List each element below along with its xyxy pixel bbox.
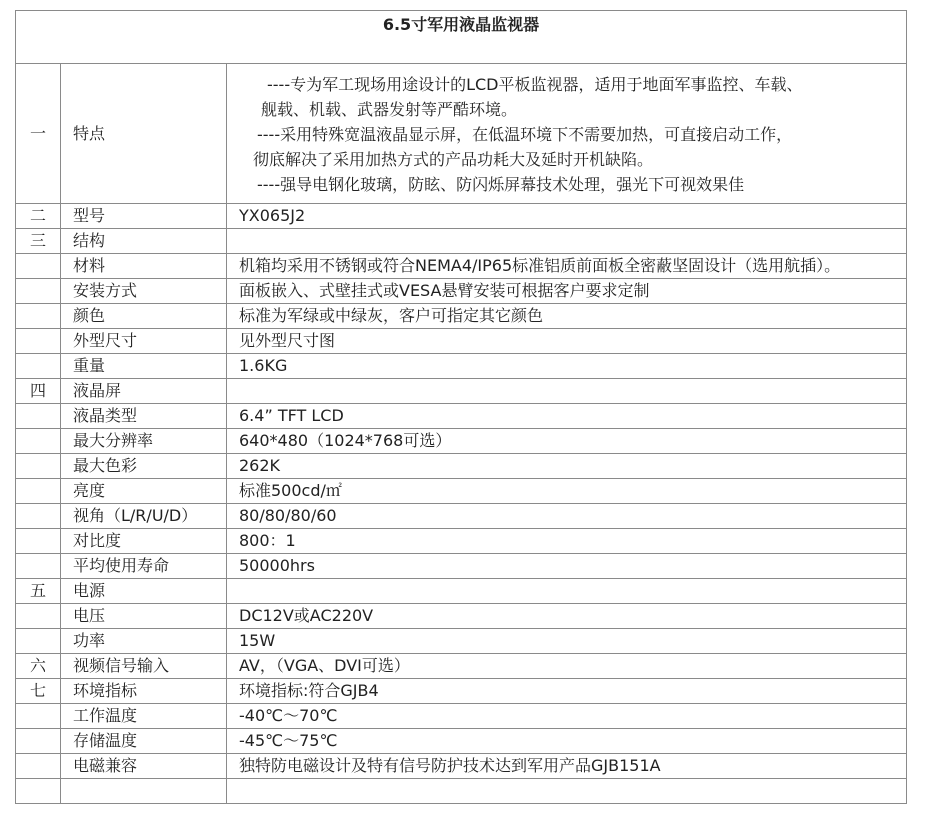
row-value: 1.6KG [227, 354, 907, 379]
table-row [16, 404, 907, 429]
table-row [16, 529, 907, 554]
table-row [16, 479, 907, 504]
feature-line: 舰载、机载、武器发射等严酷环境。 [261, 100, 518, 119]
row-value: 独特防电磁设计及特有信号防护技术达到军用产品GJB151A [227, 754, 907, 779]
row-label: 材料 [61, 254, 227, 279]
row-value [227, 779, 907, 804]
row-number [16, 504, 61, 529]
row-number: 二 [16, 204, 61, 229]
feature-line: ----专为军工现场用途设计的LCD平板监视器，适用于地面军事监控、车载、 [267, 75, 803, 94]
table-row [16, 354, 907, 379]
row-number: 七 [16, 679, 61, 704]
row-label: 颜色 [61, 304, 227, 329]
row-value: 6.4” TFT LCD [227, 404, 907, 429]
features-text [227, 64, 907, 204]
row-label: 电源 [61, 579, 227, 604]
row-label: 最大色彩 [61, 454, 227, 479]
table-row [16, 279, 907, 304]
table-row [16, 204, 907, 229]
row-label: 特点 [61, 64, 227, 204]
table-row [16, 729, 907, 754]
row-value [227, 229, 907, 254]
row-number: 一 [16, 64, 61, 204]
row-value: 262K [227, 454, 907, 479]
table-row [16, 229, 907, 254]
row-number [16, 704, 61, 729]
table-row [16, 579, 907, 604]
row-value: AV，（VGA、DVI可选） [227, 654, 907, 679]
row-label: 重量 [61, 354, 227, 379]
row-number: 五 [16, 579, 61, 604]
row-number: 六 [16, 654, 61, 679]
table-row [16, 779, 907, 804]
row-number [16, 629, 61, 654]
row-number [16, 279, 61, 304]
row-number [16, 479, 61, 504]
feature-line: ----强导电钢化玻璃，防眩、防闪烁屏幕技术处理，强光下可视效果佳 [257, 175, 745, 194]
table-row [16, 254, 907, 279]
feature-line: ----采用特殊宽温液晶显示屏，在低温环境下不需要加热，可直接启动工作， [257, 125, 793, 144]
features-row [16, 64, 907, 204]
row-value: 640*480（1024*768可选） [227, 429, 907, 454]
row-number [16, 454, 61, 479]
row-value: 800：1 [227, 529, 907, 554]
row-label: 视角（L/R/U/D） [61, 504, 227, 529]
table-row [16, 679, 907, 704]
row-value: 80/80/80/60 [227, 504, 907, 529]
table-row [16, 379, 907, 404]
row-label: 环境指标 [61, 679, 227, 704]
spec-sheet [15, 10, 906, 804]
row-label: 液晶类型 [61, 404, 227, 429]
row-label: 型号 [61, 204, 227, 229]
row-value: 机箱均采用不锈钢或符合NEMA4/IP65标准铝质前面板全密蔽坚固设计（选用航插）。 [227, 254, 907, 279]
row-label: 工作温度 [61, 704, 227, 729]
row-value: 标准为军绿或中绿灰，客户可指定其它颜色 [227, 304, 907, 329]
row-value: 环境指标:符合GJB4 [227, 679, 907, 704]
row-label: 结构 [61, 229, 227, 254]
spec-table [15, 10, 907, 804]
row-value: 50000hrs [227, 554, 907, 579]
row-label: 电磁兼容 [61, 754, 227, 779]
row-value: YX065J2 [227, 204, 907, 229]
row-label: 视频信号输入 [61, 654, 227, 679]
title-row [16, 11, 907, 64]
row-value: DC12V或AC220V [227, 604, 907, 629]
row-label: 功率 [61, 629, 227, 654]
row-value: 见外型尺寸图 [227, 329, 907, 354]
row-number [16, 554, 61, 579]
row-number [16, 729, 61, 754]
table-row [16, 654, 907, 679]
table-row [16, 704, 907, 729]
row-number [16, 329, 61, 354]
row-number [16, 254, 61, 279]
row-label: 亮度 [61, 479, 227, 504]
table-row [16, 554, 907, 579]
row-number [16, 754, 61, 779]
row-value: 面板嵌入、式壁挂式或VESA悬臂安装可根据客户要求定制 [227, 279, 907, 304]
row-label: 存储温度 [61, 729, 227, 754]
row-value [227, 579, 907, 604]
row-number: 四 [16, 379, 61, 404]
row-label: 电压 [61, 604, 227, 629]
row-label: 平均使用寿命 [61, 554, 227, 579]
row-number [16, 779, 61, 804]
table-row [16, 304, 907, 329]
feature-line: 彻底解决了采用加热方式的产品功耗大及延时开机缺陷。 [253, 150, 654, 169]
row-value: 标准500cd/㎡ [227, 479, 907, 504]
row-label [61, 779, 227, 804]
table-row [16, 329, 907, 354]
row-label: 安装方式 [61, 279, 227, 304]
table-row [16, 604, 907, 629]
row-label: 最大分辨率 [61, 429, 227, 454]
table-row [16, 504, 907, 529]
table-row [16, 454, 907, 479]
row-number: 三 [16, 229, 61, 254]
row-value [227, 379, 907, 404]
row-label: 外型尺寸 [61, 329, 227, 354]
row-number [16, 429, 61, 454]
row-label: 对比度 [61, 529, 227, 554]
row-number [16, 529, 61, 554]
table-title: 6.5寸军用液晶监视器 [16, 11, 907, 64]
row-number [16, 404, 61, 429]
table-row [16, 754, 907, 779]
row-label: 液晶屏 [61, 379, 227, 404]
row-number [16, 354, 61, 379]
row-value: -45℃～75℃ [227, 729, 907, 754]
row-value: 15W [227, 629, 907, 654]
row-number [16, 604, 61, 629]
row-number [16, 304, 61, 329]
row-value: -40℃～70℃ [227, 704, 907, 729]
table-row [16, 629, 907, 654]
table-row [16, 429, 907, 454]
